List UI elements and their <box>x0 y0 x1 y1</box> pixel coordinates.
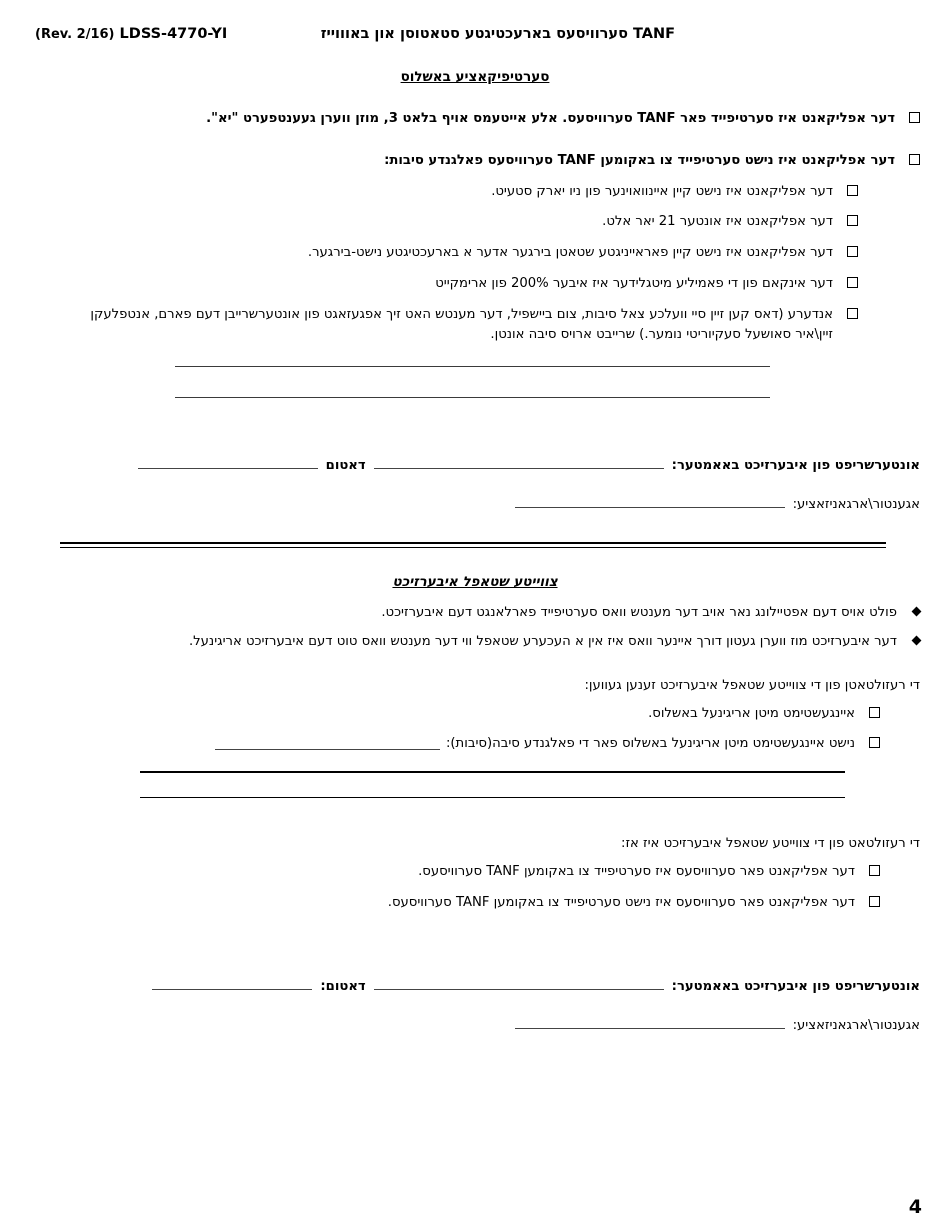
bullet-label: פולט אויס דעם אפטיילונג נאר אויב דער מענטש וואס סערטיפייד פארלאנגט דעם איבערזיכט. <box>381 604 897 620</box>
bullet-row <box>30 632 920 652</box>
checkbox-icon[interactable] <box>847 215 858 226</box>
disagree-writein-area[interactable] <box>30 771 920 798</box>
signature-line-row <box>30 454 920 473</box>
agency-line-row <box>30 493 920 512</box>
checkbox-icon[interactable] <box>869 865 880 876</box>
bullet-label: דער איבערזיכט מוז ווערן געטון דורך איינער וואס איז אין א העכערע שטאפל ווי דער מענטש וואס טוט דעם איבערזיכט אריגינעל. <box>188 633 897 649</box>
signature-label: אונטערשריפט פון איבערזיכט באאמטער: <box>671 458 920 474</box>
review-option-agree-row[interactable] <box>30 704 880 724</box>
agency-label: אגענטור\ארגאניזאציע: <box>792 1017 920 1033</box>
reason-row-age[interactable] <box>30 212 858 232</box>
reason-label: דער אינקאם פון די פאמיליע מיטגלידער איז איבער 200% פון ארימקייט <box>435 275 833 291</box>
checkbox-icon[interactable] <box>847 185 858 196</box>
signature-line-row <box>30 975 920 994</box>
checkbox-icon[interactable] <box>869 737 880 748</box>
writein-line-thin[interactable] <box>140 797 845 798</box>
form-number-block <box>35 26 227 42</box>
section-divider <box>60 542 886 548</box>
reason-row-citizenship[interactable] <box>30 243 858 263</box>
not-certified-checkbox-label: דער אפליקאנט איז נישט סערטיפייד צו באקומען TANF סערוויסעס פאלגנדע סיבות: <box>384 152 895 168</box>
second-level-review-heading: צווייטע שטאפל איבערזיכט <box>392 573 558 590</box>
checkbox-icon[interactable] <box>847 246 858 257</box>
writein-line[interactable] <box>175 397 770 398</box>
reason-other-label <box>30 305 833 345</box>
review-option-disagree-row[interactable] <box>30 734 880 754</box>
reason-label: דער אפליקאנט איז אונטער 21 יאר אלט. <box>602 214 833 230</box>
date-input[interactable] <box>138 454 318 469</box>
agency-line-row <box>30 1014 920 1033</box>
reason-writein-area[interactable] <box>30 366 920 398</box>
reason-row-other[interactable] <box>30 305 858 345</box>
checkbox-icon[interactable] <box>847 277 858 288</box>
divider-rule-thick <box>60 542 886 544</box>
reviewer-signature-block-1 <box>30 454 920 512</box>
outcomes-list <box>30 862 920 913</box>
diamond-bullet-icon <box>912 607 922 617</box>
reason-row-residency[interactable] <box>30 182 858 202</box>
page-number: 4 <box>908 1196 922 1218</box>
checkbox-icon[interactable] <box>869 707 880 718</box>
reason-label: דער אפליקאנט איז נישט קיין איינוואוינער פון ניו יארק סטעיט. <box>491 183 833 199</box>
reason-other-line-1: אנדערע (דאס קען זיין סיי וועלכע צאל סיבות, צום ביישפיל, דער מענטש האט זיך אפגעזאגט פון אונטערשרייבן דעם פארם, אנטפלעקן <box>90 306 833 322</box>
writein-line[interactable] <box>175 366 770 367</box>
outcome-certified-row[interactable] <box>30 862 880 882</box>
reasons-list <box>30 182 920 345</box>
diamond-bullet-icon <box>912 635 922 645</box>
signature-input[interactable] <box>374 975 664 990</box>
review-option-text: נישט איינגעשטימט מיטן אריגינעל באשלוס פאר די פאלגנדע סיבה(סיבות): <box>445 736 855 752</box>
review-options-list <box>30 704 920 755</box>
form-number-label: LDSS-4770-YI <box>119 26 228 42</box>
outcome-not-certified-row[interactable] <box>30 893 880 913</box>
checkbox-icon[interactable] <box>909 112 920 123</box>
document-header <box>30 26 920 42</box>
writein-line-thick[interactable] <box>140 771 845 773</box>
agency-label: אגענטור\ארגאניזאציע: <box>792 497 920 513</box>
date-label: דאטום <box>325 458 366 474</box>
second-level-bullets <box>30 603 920 652</box>
divider-rule-thin <box>60 547 886 548</box>
outcome-label: דער אפליקאנט פאר סערוויסעס איז סערטיפייד צו באקומען TANF סערוויסעס. <box>418 864 855 880</box>
date-input[interactable] <box>152 975 312 990</box>
page-content <box>30 0 920 1033</box>
reviewer-signature-block-2 <box>30 975 920 1033</box>
date-label: דאטום: <box>320 978 366 994</box>
agency-input[interactable] <box>515 1014 785 1029</box>
reason-other-line-2: זיין\איר סאושעל סעקיוריטי נומער.) שרייבט ארויס סיבה אונטן. <box>490 326 833 342</box>
bullet-row <box>30 603 920 623</box>
revision-label: (Rev. 2/16) <box>35 27 115 42</box>
certified-checkbox-row[interactable] <box>30 109 920 129</box>
review-option-label: איינגעשטימט מיטן אריגינעל באשלוס. <box>648 705 855 721</box>
certified-checkbox-label: דער אפליקאנט איז סערטיפייד פאר TANF סערוויסעס. אלע אייטעמס אויף בלאט 3, מוזן ווערן געענטפערט "יא". <box>206 111 895 126</box>
document-title: TANF סערוויסעס בארעכטיגטע סטאטוסן און באוווייז <box>320 26 675 42</box>
checkbox-icon[interactable] <box>847 308 858 319</box>
results-intro-text: די רעזולטאטן פון די צווייטע שטאפל איבערזיכט זענען געווען: <box>584 677 920 693</box>
checkbox-icon[interactable] <box>909 154 920 165</box>
certification-decision-heading: סערטיפיקאציע באשלוס <box>400 69 550 85</box>
reason-label: דער אפליקאנט איז נישט קיין פאראייניגטע שטאטן בירגער אדער א בארעכטיגטע נישט-בירגער. <box>307 245 833 261</box>
checkbox-icon[interactable] <box>869 896 880 907</box>
agency-input[interactable] <box>515 493 785 508</box>
disagree-reason-input[interactable] <box>215 737 440 750</box>
outcome-label: דער אפליקאנט פאר סערוויסעס איז נישט סערטיפייד צו באקומען TANF סערוויסעס. <box>387 894 855 910</box>
signature-input[interactable] <box>374 454 664 469</box>
review-option-label <box>30 734 855 754</box>
not-certified-checkbox-row[interactable] <box>30 151 920 171</box>
outcome-intro-text: די רעזולטאט פון די צווייטע שטאפל איבערזיכט איז אז: <box>621 836 920 852</box>
signature-label: אונטערשריפט פון איבערזיכט באאמטער: <box>671 978 920 994</box>
reason-row-income[interactable] <box>30 274 858 294</box>
